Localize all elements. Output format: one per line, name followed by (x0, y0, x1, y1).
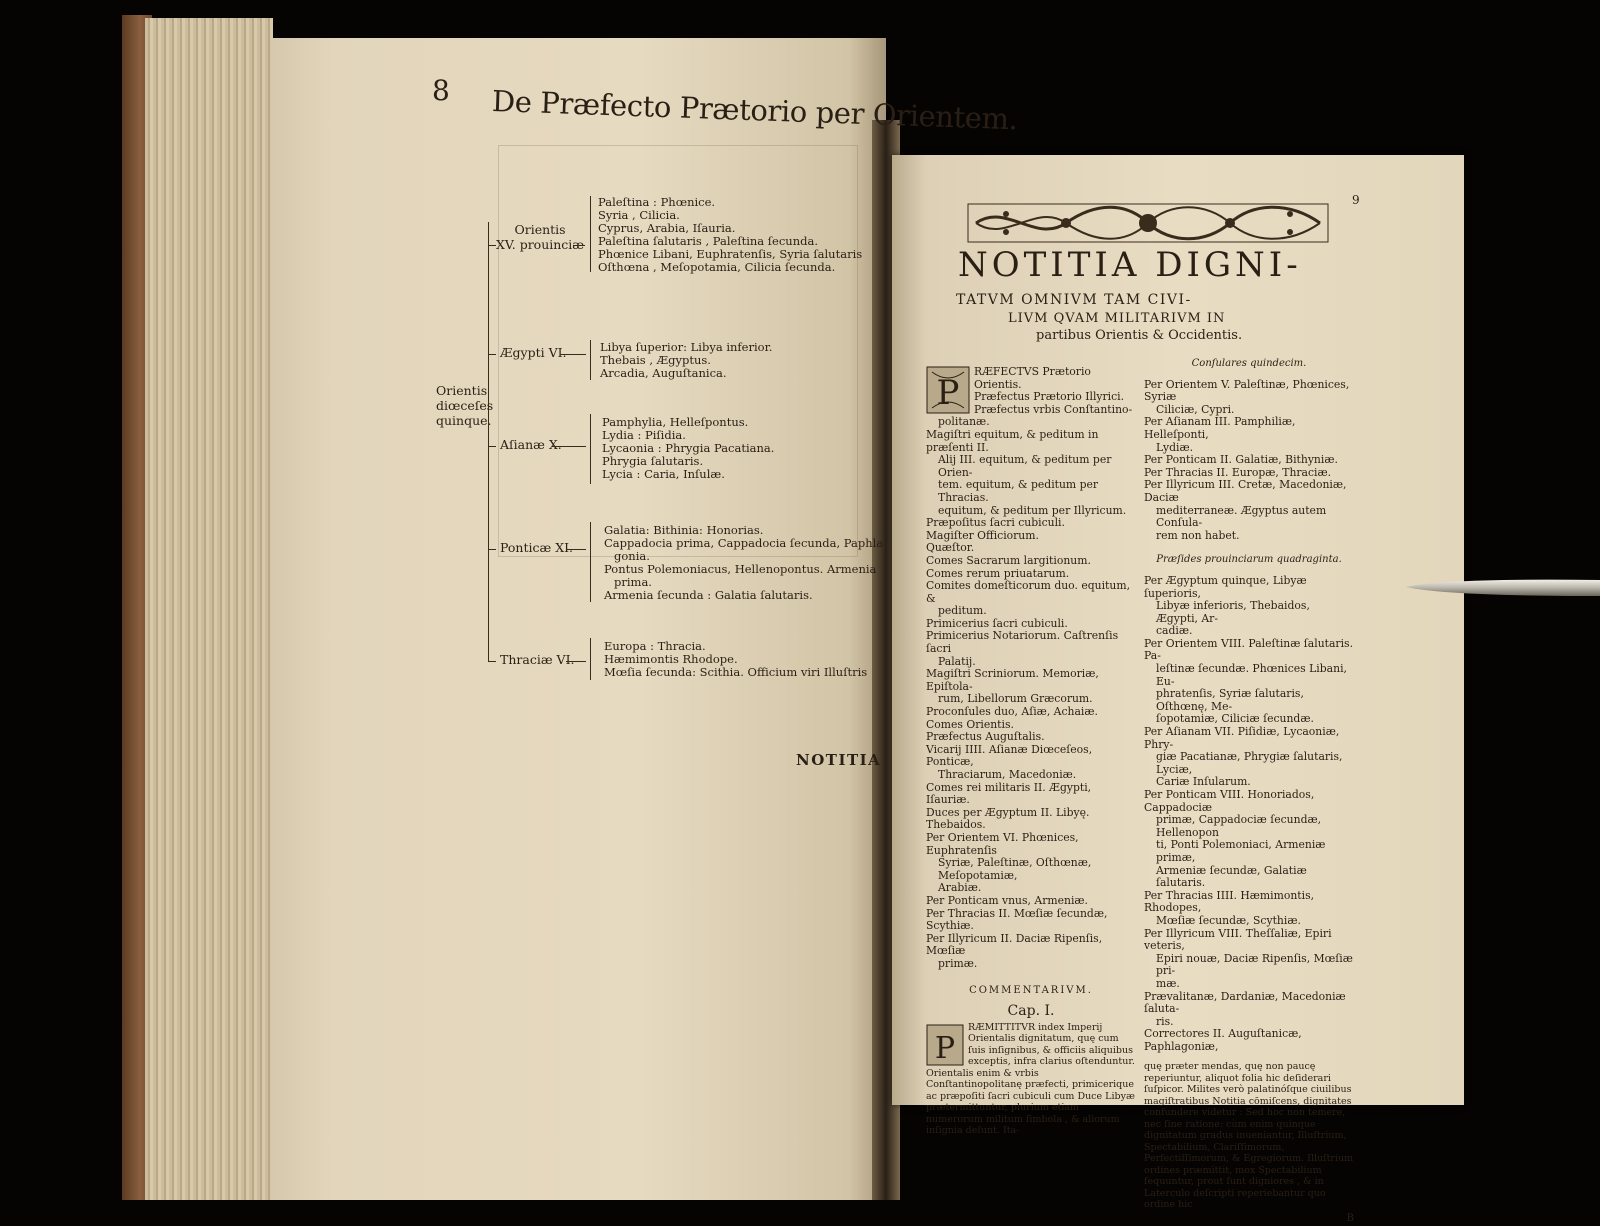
tree-item: Paleſtina : Phœnice. (598, 195, 716, 209)
tree-item: gonia. (614, 549, 650, 563)
tree-item: Arcadia, Auguſtanica. (600, 366, 727, 380)
root-brace (488, 222, 489, 662)
tree-item: Cyprus, Arabia, Iſauria. (598, 221, 736, 235)
tree-item: Armenia ſecunda : Galatia ſalutaris. (604, 588, 813, 602)
tree-item: Europa : Thracia. (604, 639, 706, 653)
tree-item: Oſthœna , Meſopotamia, Cilicia ſecunda. (598, 260, 836, 274)
tree-item: Syria , Cilicia. (598, 208, 680, 222)
tree-item: Cappadocia prima, Cappadocia ſecunda, Paphla- (604, 536, 888, 550)
commentary-text-left: RÆMITTITVR index Imperij Orientalis dignitatum, quę cum ſuis inſignibus, & officiis aliquibus exceptis, infra clarius oſtenduntur. Orientalis enim & vrbis Conſtantinopolitanę præfecti, primicerique ac præpoſiti ſacri cubiculi cum Duce Libyæ prætermittuntur, plurium etiam numerorum militum ſimbola , & aliorum inſignia deſunt. Ita- (926, 1021, 1135, 1137)
group-label-ponticae: Ponticæ XI. (500, 540, 574, 555)
tree-item: Lycaonia : Phrygia Pacatiana. (602, 441, 775, 455)
tree-item: Pamphylia, Helleſpontus. (602, 415, 749, 429)
title-line-3: LIVM QVAM MILITARIVM IN (1008, 311, 1226, 326)
tree-item: Libya ſuperior: Libya inferior. (600, 340, 773, 354)
praesides-heading: Præſides prouinciarum quadraginta. (1156, 554, 1342, 566)
svg-text:P: P (934, 1030, 956, 1066)
letter-opener-icon (1406, 576, 1600, 598)
headpiece-ornament-icon (966, 200, 1330, 246)
tree-item: Mœſia ſecunda: Scithia. Officium viri Illuſtris (604, 665, 868, 679)
offices-column-left: P RÆFECTVS Prætorio Orientis. Præfectus Prætorio Illyrici. Præfectus vrbis Conſtantino- politanæ. Magiſtri equitum, & peditum in præſenti II. Alij III. equitum, & peditum per Orien- tem. equitum, & peditum per Thracias. equitum, & peditum per Illyricum. Præpoſitus ſacri cubiculi. Magiſter Officiorum. Quæſtor. Comes Sacrarum largitionum. Comes rerum priuatarum. Comites domeſticorum duo. equitum, & peditum. Primicerius ſacri cubiculi. Primicerius Notariorum. Caſtrenſis ſacri Palatij. Magiſtri Scriniorum. Memoriæ, Epiſtola- rum, Libellorum Græcorum. Proconſules duo, Aſiæ, Achaiæ. Comes Orientis. Præfectus Auguſtalis. Vicarij IIII. Aſianæ Diœceſeos, Ponticæ, Thraciarum, Macedoniæ. Comes rei militaris II. Ægypti, Iſauriæ. Duces per Ægyptum II. Libyę. Thebaidos. Per Orientem VI. Phœnices, Euphratenſis Syriæ, Paleſtinæ, Oſthœnæ, Meſopotamiæ, Arabiæ. Per Ponticam vnus, Armeniæ. Per Thracias II. Mœſiæ ſecundæ, Scythiæ. Per Illyricum II. Daciæ Ripenſis, Mœſiæ primæ. COMMENTARIVM. Cap. I. P RÆMITTITVR index Imperij Orientalis dignitatum, quę cum ſuis inſignibus, & officiis aliquibus exceptis, infra clarius oſtenduntur. Orientalis enim & vrbis Conſtantinopolitanę præfecti, primicerique ac præpoſiti ſacri cubiculi cum Duce Libyæ prætermittuntur, plurium etiam numerorum militum ſimbola , & aliorum inſignia deſunt. Ita- (926, 365, 1135, 1137)
historiated-initial-p-icon (926, 1024, 964, 1066)
tree-root-label: Orientis diœceſes quinque. (436, 383, 494, 428)
svg-text:P: P (936, 373, 960, 413)
tree-item: Phrygia ſalutaris. (602, 454, 704, 468)
tree-item: prima. (614, 575, 652, 589)
tree-item: Thebais , Ægyptus. (600, 353, 711, 367)
running-head: De Præfecto Prætorio per Orientem. (491, 84, 1019, 137)
title-line-1: NOTITIA DIGNI- (958, 245, 1302, 285)
page-number-right: 9 (1352, 193, 1360, 207)
consulares-heading: Conſulares quindecim. (1191, 358, 1307, 369)
title-line-4: partibus Orientis & Occidentis. (1036, 328, 1243, 343)
tree-item: Paleſtina ſalutaris , Paleſtina ſecunda. (598, 234, 818, 248)
catchword-right: B (1346, 1212, 1354, 1224)
offices-column-right: Conſulares quindecim. Per Orientem V. Paleſtinæ, Phœnices, Syriæ Ciliciæ, Cypri. Per Aſianam III. Pamphiliæ, Helleſponti, Lydiæ. Per Ponticam II. Galatiæ, Bithyniæ. Per Thracias II. Europæ, Thraciæ. Per Illyricum III. Cretæ, Macedoniæ, Daciæ mediterraneæ. Ægyptus autem Conſula- rem non habet. Præſides prouinciarum quadraginta. Per Ægyptum quinque, Libyæ ſuperioris, Libyæ inferioris, Thebaidos, Ægypti, Ar- cadiæ. Per Orientem VIII. Paleſtinæ ſalutaris. Pa- leſtinæ ſecundæ. Phœnices Libani, Eu- phratenſis, Syriæ ſalutaris, Oſthœnę, Me- ſopotamiæ, Ciliciæ ſecundæ. Per Aſianam VII. Piſidiæ, Lycaoniæ, Phry- giæ Pacatianæ, Phrygiæ ſalutaris, Lyciæ, Cariæ Inſularum. Per Ponticam VIII. Honoriados, Cappadociæ primæ, Cappadociæ ſecundæ, Hellenopon ti, Ponti Polemoniaci, Armeniæ primæ, Armeniæ ſecundæ, Galatiæ ſalutaris. Per Thracias IIII. Hæmimontis, Rhodopes, Mœſiæ ſecundæ, Scythiæ. Per Illyricum VIII. Theſſaliæ, Epiri veteris, Epiri nouæ, Daciæ Ripenſis, Mœſiæ pri- mæ. Prævalitanæ, Dardaniæ, Macedoniæ ſaluta- ris. Correctores II. Auguſtanicæ, Paphlagoniæ, quę præter mendas, quę non paucę reperiuntur, aliquot folia hic deſiderari ſuſpicor. Milites verò palatinóſque ciuilibus magiſtratibus Notitia cōmiſcens, dignitates confundere videtur : Sed hoc non temere, nec ſine ratione: cùm enim quinque dignitatum gradus inueniantur, Illuſtrium, Spectabilium, Clariſſimorum, Perfectiſſimorum, & Egregiorum. Illuſtrium ordines præmittit, mox Spectabilium ſequuntur, prout ſunt digniores , & in Laterculo deſcripti reperiebantur quo ordine hic B (1144, 358, 1354, 1224)
commentary-heading: COMMENTARIVM. (969, 984, 1093, 996)
group-label-orientis: Orientis XV. prouinciæ (496, 222, 585, 252)
historiated-initial-p-icon (926, 366, 970, 414)
tree-item: Lycia : Caria, Inſulæ. (602, 467, 725, 481)
tree-item: Hæmimontis Rhodope. (604, 652, 738, 666)
page-number-left: 8 (432, 74, 450, 107)
group-label-aegypti: Ægypti VI. (500, 345, 567, 360)
title-line-2: TATVM OMNIVM TAM CIVI- (956, 292, 1192, 308)
commentary-text-right: quę præter mendas, quę non paucę reperiuntur, aliquot folia hic deſiderari ſuſpicor. Milites verò palatinóſque ciuilibus magiſtratibus Notitia cōmiſcens, dignitates confundere videtur : Sed hoc non temere, nec ſine ratione: cùm enim quinque dignitatum gradus inueniantur, Illuſtrium, Spectabilium, Clariſſimorum, Perfectiſſimorum, & Egregiorum. Illuſtrium ordines præmittit, mox Spectabilium ſequuntur, prout ſunt digniores , & in Laterculo deſcripti reperiebantur quo ordine hic (1144, 1061, 1354, 1211)
tree-item: Phœnice Libani, Euphratenſis, Syria ſalutaris (598, 247, 863, 261)
tree-item: Pontus Polemoniacus, Hellenopontus. Armenia (604, 562, 877, 576)
chapter-heading: Cap. I. (1007, 1003, 1055, 1020)
tree-item: Lydia : Piſidia. (602, 428, 686, 442)
group-label-asianae: Aſianæ X. (500, 437, 562, 452)
page-edges (145, 18, 273, 1200)
group-label-thraciae: Thraciæ VI. (500, 652, 575, 667)
catchword-left: NOTITIA (796, 751, 882, 769)
tree-item: Galatia: Bithinia: Honorias. (604, 523, 764, 537)
